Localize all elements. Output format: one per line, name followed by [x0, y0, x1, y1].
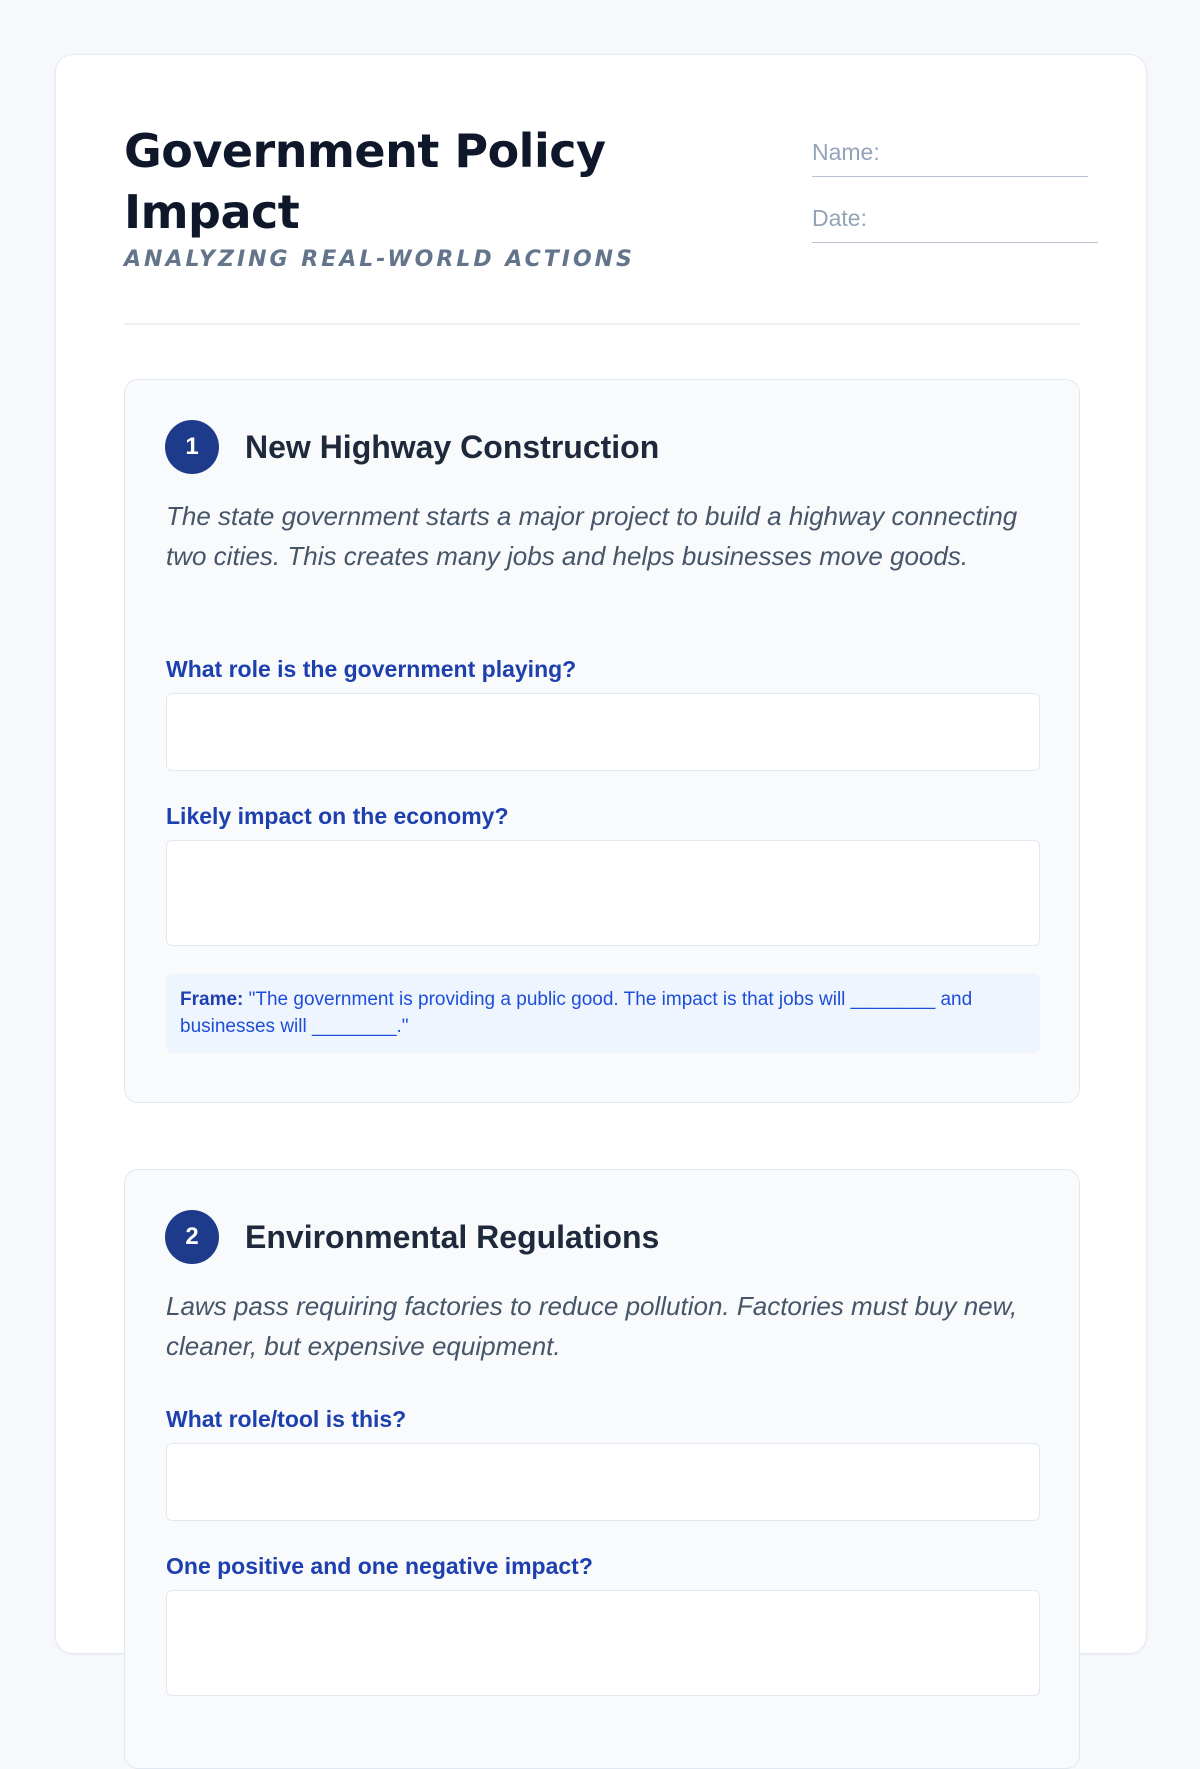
header-divider	[124, 323, 1080, 325]
name-label: Name:	[812, 139, 880, 165]
page-subtitle: ANALYZING REAL-WORLD ACTIONS	[124, 247, 635, 272]
section-header	[165, 1210, 659, 1264]
question-label-tool: What role/tool is this?	[166, 1406, 407, 1432]
section-title: New Highway Construction	[245, 428, 660, 465]
worksheet-page	[55, 54, 1147, 1654]
scenario-text: The state government starts a major project to build a highway connecting two cities. This creates many jobs and helps businesses move goods.	[166, 501, 1018, 571]
answer-input-pos-neg[interactable]	[166, 1590, 1040, 1696]
question-label-role: What role is the government playing?	[166, 656, 577, 682]
sentence-frame	[166, 974, 1040, 1053]
section-number-badge: 1	[165, 420, 219, 474]
answer-input-tool[interactable]	[166, 1443, 1040, 1521]
date-label: Date:	[812, 205, 867, 231]
section-title: Environmental Regulations	[245, 1218, 660, 1255]
student-info	[812, 139, 1112, 271]
question-label-pos-neg: One positive and one negative impact?	[166, 1553, 593, 1579]
name-row	[812, 139, 1112, 205]
scenario-text: Laws pass requiring factories to reduce pollution. Factories must buy new, cleaner, but expensive equipment.	[166, 1291, 1018, 1361]
name-field-line[interactable]	[812, 176, 1088, 177]
answer-input-role[interactable]	[166, 693, 1040, 771]
date-row	[812, 205, 1112, 271]
section-number-badge: 2	[165, 1210, 219, 1264]
frame-text: "The government is providing a public good. The impact is that jobs will ________ and businesses will ________."	[180, 989, 973, 1037]
question-label-impact: Likely impact on the economy?	[166, 803, 509, 829]
worksheet-header	[124, 121, 1080, 321]
section-card-highway	[124, 379, 1080, 1103]
frame-label: Frame:	[180, 989, 244, 1010]
page-title: Government Policy Impact	[124, 124, 606, 239]
answer-input-impact[interactable]	[166, 840, 1040, 946]
section-card-environment	[124, 1169, 1080, 1769]
date-field-line[interactable]	[812, 242, 1098, 243]
section-header	[165, 420, 659, 474]
